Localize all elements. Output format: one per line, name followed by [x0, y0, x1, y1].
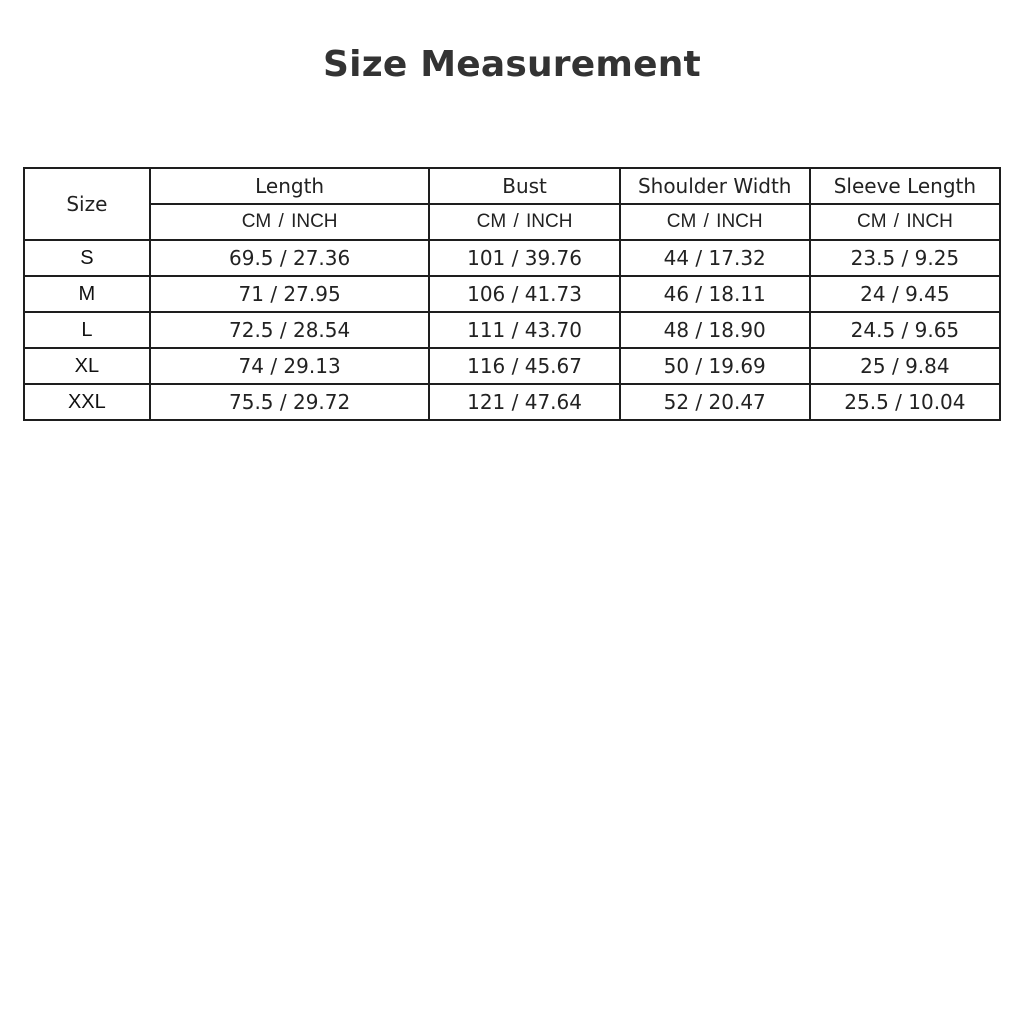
- length-value: 75.5 / 29.72: [150, 384, 430, 420]
- sleeve-length-value: 24 / 9.45: [810, 276, 1000, 312]
- column-header-length: Length: [150, 168, 430, 204]
- size-column-header: Size: [24, 168, 150, 240]
- table-row: [24, 240, 1000, 276]
- bust-value: 111 / 43.70: [429, 312, 619, 348]
- column-header-shoulder-width: Shoulder Width: [620, 168, 810, 204]
- unit-label-length: CM / INCH: [150, 204, 430, 240]
- page-title: Size Measurement: [323, 44, 701, 85]
- bust-value: 101 / 39.76: [429, 240, 619, 276]
- bust-value: 116 / 45.67: [429, 348, 619, 384]
- shoulder-width-value: 52 / 20.47: [620, 384, 810, 420]
- table-row: [24, 384, 1000, 420]
- sleeve-length-value: 24.5 / 9.65: [810, 312, 1000, 348]
- size-label: S: [24, 240, 150, 276]
- length-value: 69.5 / 27.36: [150, 240, 430, 276]
- size-label: L: [24, 312, 150, 348]
- size-table: [23, 167, 1001, 421]
- bust-value: 121 / 47.64: [429, 384, 619, 420]
- unit-label-shoulder-width: CM / INCH: [620, 204, 810, 240]
- shoulder-width-value: 44 / 17.32: [620, 240, 810, 276]
- column-header-bust: Bust: [429, 168, 619, 204]
- length-value: 74 / 29.13: [150, 348, 430, 384]
- sleeve-length-value: 25 / 9.84: [810, 348, 1000, 384]
- header-row: [24, 168, 1000, 204]
- table-row: [24, 348, 1000, 384]
- column-header-sleeve-length: Sleeve Length: [810, 168, 1000, 204]
- table-row: [24, 312, 1000, 348]
- size-label: XL: [24, 348, 150, 384]
- length-value: 71 / 27.95: [150, 276, 430, 312]
- unit-row: [24, 204, 1000, 240]
- shoulder-width-value: 48 / 18.90: [620, 312, 810, 348]
- unit-label-sleeve-length: CM / INCH: [810, 204, 1000, 240]
- sleeve-length-value: 25.5 / 10.04: [810, 384, 1000, 420]
- size-label: M: [24, 276, 150, 312]
- length-value: 72.5 / 28.54: [150, 312, 430, 348]
- size-label: XXL: [24, 384, 150, 420]
- unit-label-bust: CM / INCH: [429, 204, 619, 240]
- shoulder-width-value: 46 / 18.11: [620, 276, 810, 312]
- shoulder-width-value: 50 / 19.69: [620, 348, 810, 384]
- table-row: [24, 276, 1000, 312]
- sleeve-length-value: 23.5 / 9.25: [810, 240, 1000, 276]
- bust-value: 106 / 41.73: [429, 276, 619, 312]
